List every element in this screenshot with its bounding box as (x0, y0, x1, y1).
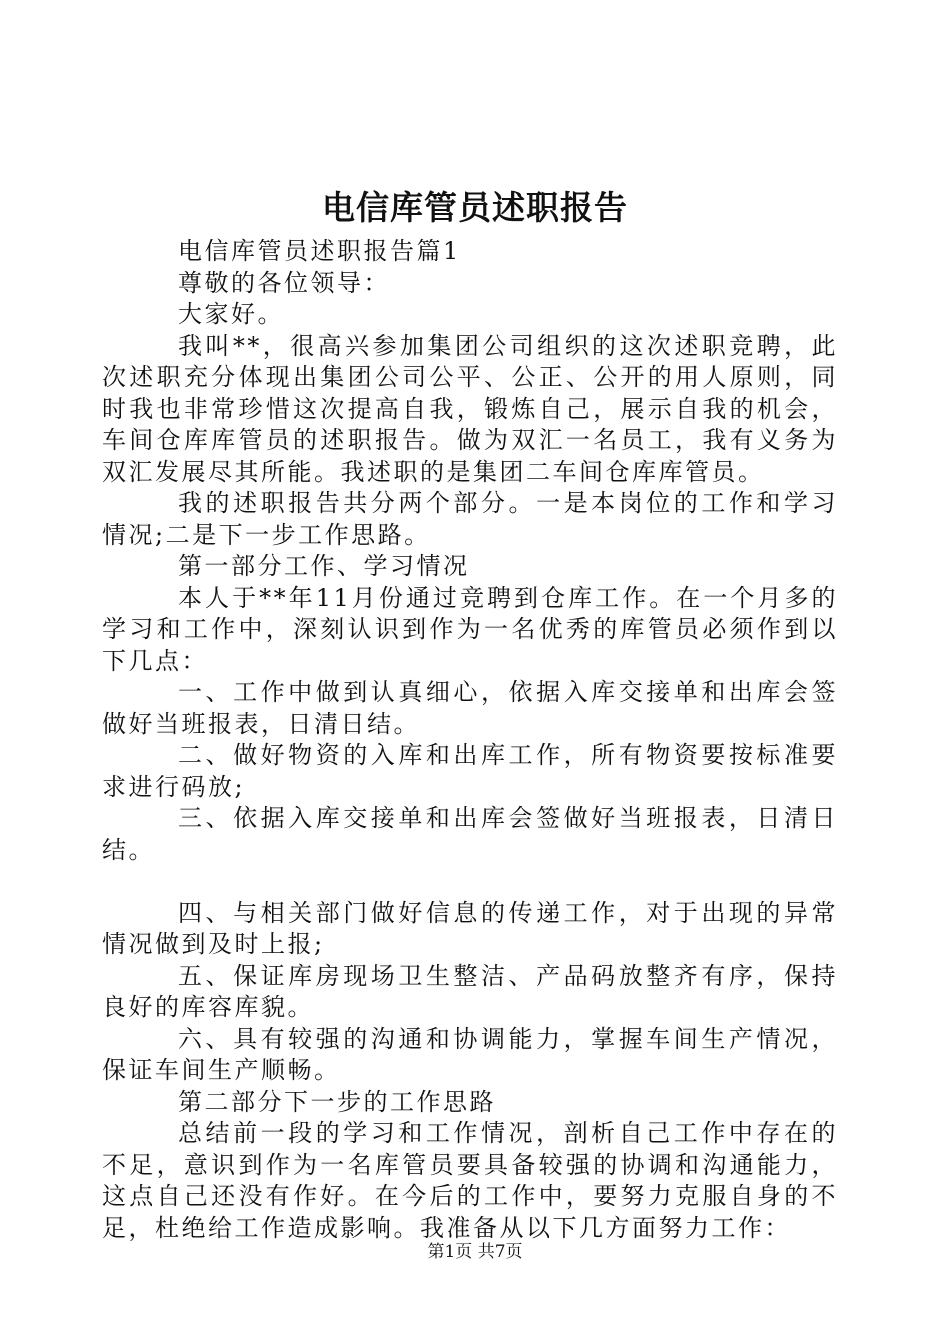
paragraph-section-2-heading: 第二部分下一步的工作思路 (178, 1087, 496, 1116)
paragraph-point-1: 一、工作中做到认真细心，依据入库交接单和出库会签做好当班报表，日清日结。 (102, 678, 838, 738)
paragraph-section-1-heading: 第一部分工作、学习情况 (178, 552, 470, 580)
paragraph-section-2-body: 总结前一段的学习和工作情况，剖析自己工作中存在的不足，意识到作为一名库管员要具备较强的协调和沟通能力，这点自己还没有作好。在今后的工作中，要努力克服自身的不足，杜绝给工作造成影响。我准备从以下几方面努力工作： (102, 1119, 838, 1242)
paragraph-point-2: 二、做好物资的入库和出库工作，所有物资要按标准要求进行码放; (102, 741, 838, 801)
paragraph-point-5: 五、保证库房现场卫生整洁、产品码放整齐有序，保持良好的库容库貌。 (102, 961, 838, 1021)
paragraph-heading: 电信库管员述职报告篇1 (178, 237, 461, 265)
paragraph-section-1-intro: 本人于**年11月份通过竞聘到仓库工作。在一个月多的学习和工作中，深刻认识到作为一名优秀的库管员必须作到以下几点： (102, 583, 838, 675)
paragraph-point-4: 四、与相关部门做好信息的传递工作，对于出现的异常情况做到及时上报; (102, 898, 838, 958)
paragraph-salutation: 尊敬的各位领导： (178, 268, 390, 297)
document-body (102, 236, 838, 1244)
paragraph-point-6: 六、具有较强的沟通和协调能力，掌握车间生产情况，保证车间生产顺畅。 (102, 1024, 838, 1084)
page-indicator: 第1页 共7页 (427, 1242, 523, 1262)
paragraph-greeting: 大家好。 (178, 300, 284, 328)
paragraph-point-3: 三、依据入库交接单和出库会签做好当班报表，日清日结。 (102, 804, 838, 864)
paragraph-introduction: 我叫**，很高兴参加集团公司组织的这次述职竞聘，此次述职充分体现出集团公司公平、公正、公开的用人原则，同时我也非常珍惜这次提高自我，锻炼自己，展示自我的机会，车间仓库库管员的述职报告。做为双汇一名员工，我有义务为双汇发展尽其所能。我述职的是集团二车间仓库库管员。 (102, 331, 838, 486)
document-title: 电信库管员述职报告 (322, 188, 628, 227)
paragraph-outline: 我的述职报告共分两个部分。一是本岗位的工作和学习情况;二是下一步工作思路。 (102, 489, 838, 549)
